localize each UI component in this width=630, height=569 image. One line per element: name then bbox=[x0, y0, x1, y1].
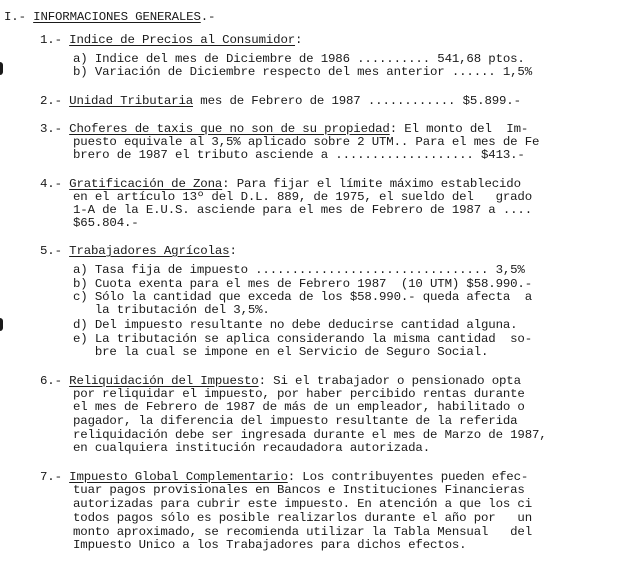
item-number: 2.- bbox=[40, 94, 62, 108]
item-4-heading: 4.- Gratificación de Zona: Para fijar el límite máximo establecido bbox=[40, 177, 521, 191]
item-line: e) La tributación se aplica considerando la misma cantidad so- bbox=[73, 332, 532, 346]
item-title: Trabajadores Agrícolas bbox=[69, 244, 230, 258]
section-title-suffix: .- bbox=[200, 10, 216, 24]
item-line: monto aproximado, se recomienda utilizar la Tabla Mensual del bbox=[73, 525, 532, 539]
section-roman: I.- bbox=[4, 10, 26, 24]
punch-hole-mark bbox=[0, 62, 3, 75]
item-line: todos pagos sólo es posible realizarlos durante el año por un bbox=[73, 511, 532, 525]
item-5-heading: 5.- Trabajadores Agrícolas: bbox=[40, 244, 237, 258]
item-6-heading: 6.- Reliquidación del Impuesto: Si el trabajador o pensionado opta bbox=[40, 374, 521, 388]
item-line: en el artículo 13º del D.L. 889, de 1975, el sueldo del grado bbox=[73, 190, 532, 204]
item-title: Reliquidación del Impuesto bbox=[69, 374, 259, 388]
item-1-heading: 1.- Indice de Precios al Consumidor: bbox=[40, 33, 303, 47]
item-line: puesto equivale al 3,5% aplicado sobre 2 UTM.. Para el mes de Fe bbox=[73, 135, 540, 149]
item-number: 3.- bbox=[40, 122, 62, 136]
punch-hole-mark bbox=[0, 318, 3, 331]
item-line: a) Tasa fija de impuesto ................................ 3,5% bbox=[73, 263, 525, 277]
item-title: Choferes de taxis que no son de su propiedad bbox=[69, 122, 390, 136]
item-line: a) Indice del mes de Diciembre de 1986 .......... 541,68 ptos. bbox=[73, 52, 525, 66]
item-number: 1.- bbox=[40, 33, 62, 47]
item-title: Impuesto Global Complementario bbox=[69, 470, 288, 484]
item-line: tuar pagos provisionales en Bancos e Instituciones Financieras bbox=[73, 483, 525, 497]
item-line: d) Del impuesto resultante no debe deducirse cantidad alguna. bbox=[73, 318, 518, 332]
section-title: INFORMACIONES GENERALES bbox=[33, 10, 201, 24]
item-number: 5.- bbox=[40, 244, 62, 258]
item-3-heading: 3.- Choferes de taxis que no son de su propiedad: El monto del Im- bbox=[40, 122, 529, 136]
item-line: bre la cual se impone en el Servicio de Seguro Social. bbox=[73, 345, 489, 359]
item-line: Impuesto Unico a los Trabajadores para dichos efectos. bbox=[73, 538, 467, 552]
item-2-heading: 2.- Unidad Tributaria mes de Febrero de 1987 ............ $5.899.- bbox=[40, 94, 521, 108]
item-line: el mes de Febrero de 1987 de más de un empleador, habilitado o bbox=[73, 400, 525, 414]
item-number: 4.- bbox=[40, 177, 62, 191]
item-number: 7.- bbox=[40, 470, 62, 484]
item-line: b) Variación de Diciembre respecto del mes anterior ...... 1,5% bbox=[73, 65, 532, 79]
item-line: c) Sólo la cantidad que exceda de los $58.990.- queda afecta a bbox=[73, 290, 532, 304]
item-line: autorizadas para cubrir este impuesto. En atención a que los ci bbox=[73, 497, 532, 511]
item-title: Gratificación de Zona bbox=[69, 177, 223, 191]
item-line: pagador, la diferencia del impuesto resultante de la referida bbox=[73, 414, 518, 428]
item-line: reliquidación debe ser ingresada durante el mes de Marzo de 1987, bbox=[73, 428, 547, 442]
item-line: brero de 1987 el tributo asciende a ................... $413.- bbox=[73, 148, 525, 162]
item-title: Indice de Precios al Consumidor bbox=[69, 33, 296, 47]
item-line: por reliquidar el impuesto, por haber percibido rentas durante bbox=[73, 387, 525, 401]
item-line: la tributación del 3,5%. bbox=[73, 303, 270, 317]
item-number: 6.- bbox=[40, 374, 62, 388]
item-line: b) Cuota exenta para el mes de Febrero 1987 (10 UTM) $58.990.- bbox=[73, 277, 532, 291]
item-line: $65.804.- bbox=[73, 216, 139, 230]
item-7-heading: 7.- Impuesto Global Complementario: Los contribuyentes pueden efec- bbox=[40, 470, 529, 484]
item-line: 1-A de la E.U.S. asciende para el mes de Febrero de 1987 a .... bbox=[73, 203, 532, 217]
section-heading bbox=[4, 11, 215, 24]
item-title: Unidad Tributaria bbox=[69, 94, 194, 108]
item-line: en cualquiera institución recaudadora autorizada. bbox=[73, 441, 430, 455]
